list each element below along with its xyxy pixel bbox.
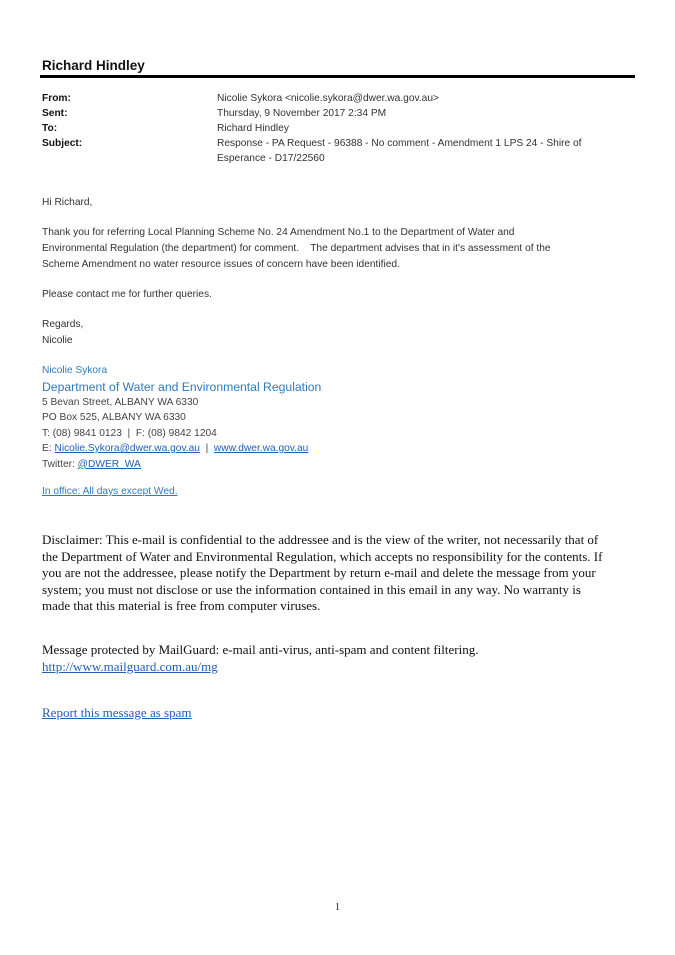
mailguard-notice <box>42 642 642 675</box>
disclaimer-line: the Department of Water and Environmental Regulation, which accepts no responsibility for the contents. If <box>42 548 603 564</box>
from-label: From: <box>42 93 71 104</box>
email-signature <box>42 363 321 500</box>
disclaimer-line: Disclaimer: This e-mail is confidential to the addressee and is the view of the writer, not necessarily that of <box>42 532 599 547</box>
disclaimer-line: you are not the addressee, please notify the Department by return e-mail and delete the message from your <box>42 565 596 580</box>
from-value: Nicolie Sykora <nicolie.sykora@dwer.wa.gov.au> <box>217 93 439 104</box>
signature-department: Department of Water and Environmental Regulation <box>42 379 322 394</box>
regards-text: Regards, <box>42 319 84 330</box>
body-paragraph <box>42 225 642 273</box>
subject-label: Subject: <box>42 138 83 149</box>
disclaimer-line: system; you must not disclose or use the information contained in this email in any way. No warranty is <box>42 581 581 597</box>
disclaimer <box>42 532 642 615</box>
contact-note: Please contact me for further queries. <box>42 289 212 300</box>
subject-value-line1: Response - PA Request - 96388 - No comment - Amendment 1 LPS 24 - Shire of <box>217 138 582 149</box>
mailguard-text: Message protected by MailGuard: e-mail anti-virus, anti-spam and content filtering. <box>42 642 479 657</box>
report-spam-row <box>42 705 642 722</box>
sent-value: Thursday, 9 November 2017 2:34 PM <box>217 108 387 119</box>
website-link[interactable]: www.dwer.wa.gov.au <box>213 443 309 454</box>
signature-phone: T: (08) 9841 0123 | F: (08) 9842 1204 <box>42 427 217 439</box>
closing <box>42 317 642 349</box>
twitter-link[interactable]: @DWER_WA <box>77 458 141 470</box>
body-line: Environmental Regulation (the department) for comment. The department advises that in it's assessment of the <box>42 243 551 254</box>
email-prefix: E: <box>42 443 55 454</box>
office-days-link[interactable] <box>42 484 321 500</box>
to-value: Richard Hindley <box>217 123 289 134</box>
signature-pobox: PO Box 525, ALBANY WA 6330 <box>42 412 186 423</box>
office-days-text[interactable]: In office: All days except Wed. <box>42 486 178 497</box>
link-separator: | <box>199 443 214 454</box>
signature-street: 5 Bevan Street, ALBANY WA 6330 <box>42 396 199 408</box>
body-line: Thank you for referring Local Planning Scheme No. 24 Amendment No.1 to the Department of Water and <box>42 227 515 238</box>
subject-value-line2: Esperance - D17/22560 <box>217 153 325 164</box>
body-line: Scheme Amendment no water resource issues of concern have been identified. <box>42 259 400 270</box>
title-divider <box>40 75 635 78</box>
twitter-prefix: Twitter: <box>42 458 78 470</box>
sent-label: Sent: <box>42 108 68 119</box>
report-spam-link[interactable]: Report this message as spam <box>42 705 192 720</box>
page-title: Richard Hindley <box>42 58 145 73</box>
signature-email-row <box>42 441 321 457</box>
page-number: 1 <box>335 902 340 913</box>
to-label: To: <box>42 123 58 134</box>
greeting: Hi Richard, <box>42 197 93 208</box>
signature-name: Nicolie Sykora <box>42 365 108 376</box>
disclaimer-line: made that this material is free from computer viruses. <box>42 598 321 613</box>
email-link[interactable]: Nicolie.Sykora@dwer.wa.gov.au <box>54 443 200 454</box>
mailguard-link[interactable]: http://www.mailguard.com.au/mg <box>42 658 218 674</box>
signoff-name: Nicolie <box>42 335 73 346</box>
signature-twitter-row <box>42 457 321 473</box>
